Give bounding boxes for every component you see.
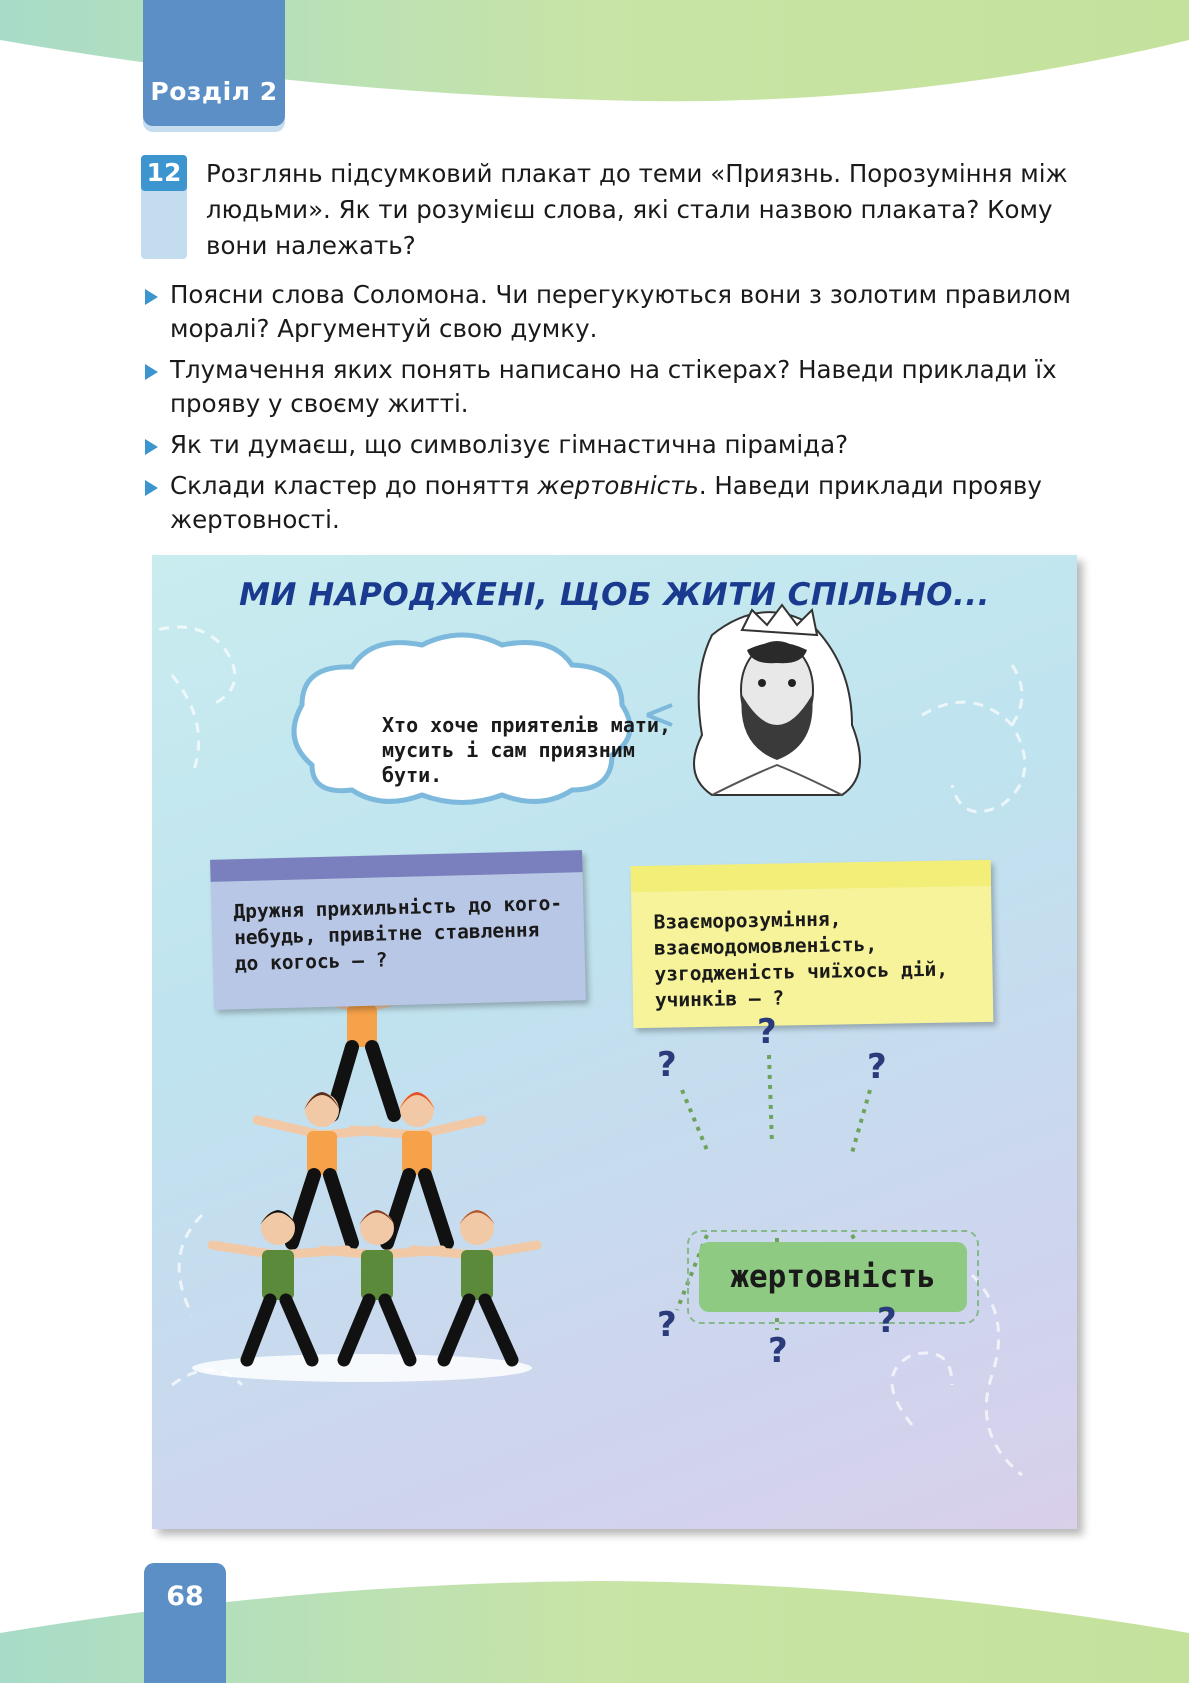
- section-tab: [143, 0, 285, 126]
- question-item: [140, 353, 1100, 421]
- question-mark: ?: [877, 1301, 897, 1341]
- question-mark: ?: [657, 1045, 677, 1085]
- question-mark: ?: [768, 1331, 788, 1371]
- triangle-bullet-icon: [145, 289, 158, 305]
- sticker-strip: [631, 860, 991, 892]
- question-item: [140, 278, 1100, 346]
- triangle-bullet-icon: [145, 364, 158, 380]
- sticker-understanding-text: Взаєморозуміння, взаємодомовленість, узгодженість чиїхось дій, учинків — ?: [653, 907, 949, 1012]
- gymnast-pyramid: [192, 965, 537, 1382]
- sticker-understanding: [631, 860, 994, 1028]
- cluster-word: жертовність: [730, 1259, 936, 1295]
- question-item: [140, 469, 1100, 537]
- task-number: 12: [141, 155, 187, 191]
- question-text: Поясни слова Соломона. Чи перегукуються вони з золотим правилом моралі? Аргументуй свою думку.: [170, 280, 1071, 343]
- task-text: Розглянь підсумковий плакат до теми «Приязнь. Порозуміння між людьми». Як ти розумієш слова, які стали назвою плаката? Кому вони належать?: [206, 159, 1068, 260]
- cluster-center-fill: [699, 1242, 967, 1312]
- question-mark: ?: [657, 1305, 677, 1345]
- question-text-before: Склади кластер до поняття: [170, 471, 538, 500]
- king-solomon-portrait: [694, 605, 860, 795]
- triangle-bullet-icon: [145, 480, 158, 496]
- page-number: 68: [166, 1581, 204, 1612]
- question-list: [140, 278, 1100, 544]
- page-number-tab: [144, 1563, 226, 1683]
- question-item: [140, 428, 1100, 462]
- summary-poster: [152, 555, 1077, 1529]
- question-mark: ?: [757, 1012, 777, 1052]
- section-label: Розділ 2: [150, 77, 278, 106]
- question-text-after: . Наведи приклади прояву жертовності.: [170, 471, 1042, 534]
- sticker-friendship: [210, 850, 586, 1010]
- question-mark: ?: [867, 1047, 887, 1087]
- triangle-bullet-icon: [145, 439, 158, 455]
- question-emphasis: жертовність: [537, 471, 699, 500]
- sticker-friendship-text: Дружня прихильність до кого-небудь, привітне ставлення до когось — ?: [233, 891, 563, 976]
- question-text: Тлумачення яких понять написано на стікерах? Наведи приклади їх прояву у своєму житті.: [170, 355, 1057, 418]
- cluster-center: [687, 1230, 979, 1324]
- solomon-quote: Хто хоче приятелів мати, мусить і сам приязним бути.: [382, 713, 671, 787]
- question-text: Як ти думаєш, що символізує гімнастична піраміда?: [170, 430, 849, 459]
- poster-title: МИ НАРОДЖЕНІ, ЩОБ ЖИТИ СПІЛЬНО...: [239, 577, 990, 613]
- poster-illustration: [152, 555, 1077, 1529]
- task-number-badge: [141, 155, 187, 259]
